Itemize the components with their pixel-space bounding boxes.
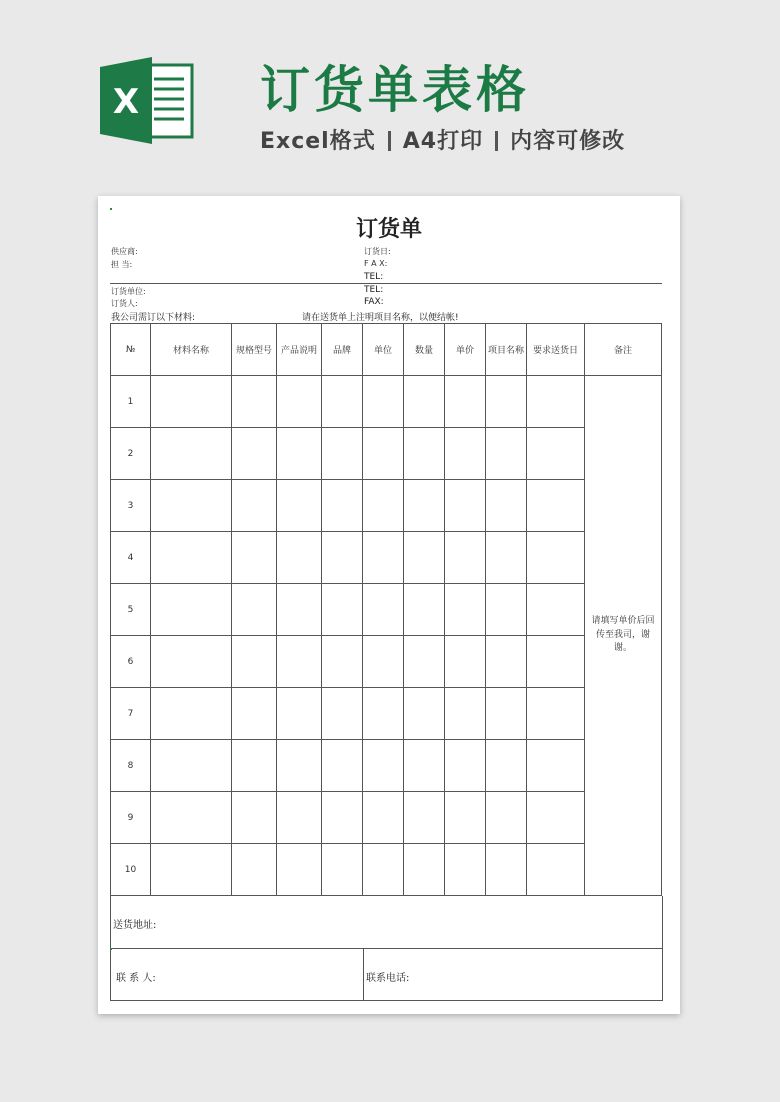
table-cell[interactable] (277, 428, 322, 480)
tel-top-label: TEL: (364, 272, 384, 282)
order-table (110, 323, 662, 896)
table-cell[interactable] (527, 740, 585, 792)
contact-label: 担 当: (111, 260, 133, 269)
table-cell[interactable] (322, 844, 363, 896)
table-cell[interactable] (322, 636, 363, 688)
table-cell[interactable] (527, 636, 585, 688)
table-row (111, 480, 662, 532)
table-cell[interactable] (232, 844, 277, 896)
document-page (98, 196, 680, 1014)
page-title: 订货单表格 (260, 61, 530, 119)
table-cell[interactable] (322, 792, 363, 844)
table-cell[interactable] (363, 428, 404, 480)
table-cell[interactable] (404, 584, 445, 636)
row-number: 1 (111, 376, 151, 428)
table-cell[interactable] (445, 532, 486, 584)
table-cell[interactable] (527, 480, 585, 532)
subtitle-format: Excel格式 (260, 129, 376, 154)
table-cell[interactable] (232, 792, 277, 844)
table-cell[interactable] (527, 428, 585, 480)
table-cell[interactable] (404, 792, 445, 844)
table-cell[interactable] (486, 688, 527, 740)
table-cell[interactable] (445, 844, 486, 896)
divider (363, 949, 364, 1000)
table-cell[interactable] (445, 740, 486, 792)
column-header: 要求送货日 (527, 324, 585, 376)
contact-phone-label: 联系电话: (366, 973, 410, 984)
header-banner (0, 0, 780, 190)
table-cell[interactable] (404, 740, 445, 792)
table-cell[interactable] (404, 376, 445, 428)
table-cell[interactable] (322, 688, 363, 740)
column-header: 备注 (585, 324, 662, 376)
table-cell[interactable] (445, 428, 486, 480)
fax-top-label: F A X: (364, 259, 388, 268)
table-cell[interactable] (363, 584, 404, 636)
table-cell[interactable] (277, 636, 322, 688)
subtitle (260, 124, 625, 155)
table-cell[interactable] (322, 584, 363, 636)
orderer-label: 订货人: (111, 299, 138, 308)
tel-bottom-label: TEL: (364, 285, 384, 295)
row-number: 4 (111, 532, 151, 584)
table-cell[interactable] (363, 532, 404, 584)
table-cell[interactable] (151, 376, 232, 428)
contact-person-label: 联 系 人: (116, 973, 156, 984)
logo-letter: X (112, 82, 140, 122)
table-cell[interactable] (363, 480, 404, 532)
table-cell[interactable] (445, 584, 486, 636)
table-cell[interactable] (151, 584, 232, 636)
column-header: № (111, 324, 151, 376)
table-cell[interactable] (486, 376, 527, 428)
table-cell[interactable] (363, 376, 404, 428)
table-cell[interactable] (445, 688, 486, 740)
table-cell[interactable] (445, 792, 486, 844)
table-cell[interactable] (486, 636, 527, 688)
table-cell[interactable] (151, 636, 232, 688)
column-header: 产品说明 (277, 324, 322, 376)
table-cell[interactable] (151, 532, 232, 584)
cell-marker (110, 208, 112, 210)
table-cell[interactable] (486, 532, 527, 584)
table-cell[interactable] (486, 844, 527, 896)
row-number: 6 (111, 636, 151, 688)
separator (495, 131, 498, 151)
table-cell[interactable] (277, 740, 322, 792)
contact-row (110, 949, 663, 1001)
column-header: 项目名称 (486, 324, 527, 376)
row-number: 10 (111, 844, 151, 896)
column-header: 品牌 (322, 324, 363, 376)
table-cell[interactable] (277, 584, 322, 636)
table-cell[interactable] (232, 584, 277, 636)
table-cell[interactable] (232, 376, 277, 428)
table-cell[interactable] (527, 376, 585, 428)
address-row[interactable] (110, 896, 663, 949)
table-cell[interactable] (404, 480, 445, 532)
table-row (111, 740, 662, 792)
subtitle-print: A4打印 (402, 129, 484, 154)
table-cell[interactable] (322, 480, 363, 532)
table-cell[interactable] (232, 740, 277, 792)
table-cell[interactable] (322, 376, 363, 428)
table-cell[interactable] (445, 636, 486, 688)
table-cell[interactable] (232, 688, 277, 740)
subtitle-editable: 内容可修改 (510, 129, 626, 154)
table-cell[interactable] (527, 844, 585, 896)
table-cell[interactable] (445, 376, 486, 428)
row-number: 8 (111, 740, 151, 792)
row-number: 5 (111, 584, 151, 636)
table-cell[interactable] (527, 584, 585, 636)
table-cell[interactable] (363, 844, 404, 896)
fax-bottom-label: FAX: (364, 297, 384, 307)
table-row (111, 428, 662, 480)
table-cell[interactable] (363, 740, 404, 792)
need-materials-text: 我公司需订以下材料: (111, 313, 196, 323)
table-cell[interactable] (151, 740, 232, 792)
table-cell[interactable] (527, 532, 585, 584)
table-cell[interactable] (232, 636, 277, 688)
row-number: 7 (111, 688, 151, 740)
table-cell[interactable] (151, 688, 232, 740)
table-row (111, 376, 662, 428)
table-header-row (111, 324, 662, 376)
table-cell[interactable] (404, 532, 445, 584)
separator (388, 131, 391, 151)
table-row (111, 792, 662, 844)
table-cell[interactable] (527, 792, 585, 844)
table-row (111, 584, 662, 636)
column-header: 数量 (404, 324, 445, 376)
cell-marker (110, 948, 112, 950)
table-cell[interactable] (363, 792, 404, 844)
column-header: 材料名称 (151, 324, 232, 376)
table-cell[interactable] (232, 480, 277, 532)
table-row (111, 636, 662, 688)
remark-cell: 请填写单价后回传至我司，谢谢。 (585, 376, 662, 896)
table-cell[interactable] (322, 740, 363, 792)
table-cell[interactable] (527, 688, 585, 740)
table-row (111, 688, 662, 740)
table-cell[interactable] (404, 428, 445, 480)
table-cell[interactable] (322, 428, 363, 480)
table-cell[interactable] (445, 480, 486, 532)
divider (110, 283, 662, 284)
row-number: 2 (111, 428, 151, 480)
address-label: 送货地址: (113, 920, 157, 931)
table-cell[interactable] (277, 532, 322, 584)
table-row (111, 844, 662, 896)
table-cell[interactable] (322, 532, 363, 584)
table-cell[interactable] (277, 792, 322, 844)
table-cell[interactable] (363, 636, 404, 688)
table-cell[interactable] (277, 376, 322, 428)
column-header: 规格型号 (232, 324, 277, 376)
table-cell[interactable] (232, 532, 277, 584)
table-cell[interactable] (486, 584, 527, 636)
table-cell[interactable] (151, 844, 232, 896)
table-cell[interactable] (151, 792, 232, 844)
table-cell[interactable] (404, 688, 445, 740)
table-cell[interactable] (486, 480, 527, 532)
table-cell[interactable] (277, 480, 322, 532)
excel-icon (100, 57, 195, 144)
table-row (111, 532, 662, 584)
column-header: 单位 (363, 324, 404, 376)
column-header: 单价 (445, 324, 486, 376)
table-cell[interactable] (404, 636, 445, 688)
table-cell[interactable] (486, 428, 527, 480)
table-cell[interactable] (151, 428, 232, 480)
table-cell[interactable] (232, 428, 277, 480)
table-cell[interactable] (277, 688, 322, 740)
table-cell[interactable] (404, 844, 445, 896)
notice-text: 请在送货单上注明项目名称，以便结帐! (302, 313, 459, 323)
table-cell[interactable] (277, 844, 322, 896)
order-date-label: 订货日: (364, 247, 391, 256)
supplier-label: 供应商: (111, 247, 138, 256)
table-cell[interactable] (151, 480, 232, 532)
row-number: 3 (111, 480, 151, 532)
table-cell[interactable] (486, 792, 527, 844)
ordering-unit-label: 订货单位: (111, 287, 146, 296)
table-cell[interactable] (363, 688, 404, 740)
table-cell[interactable] (486, 740, 527, 792)
document-title: 订货单 (355, 217, 422, 242)
row-number: 9 (111, 792, 151, 844)
